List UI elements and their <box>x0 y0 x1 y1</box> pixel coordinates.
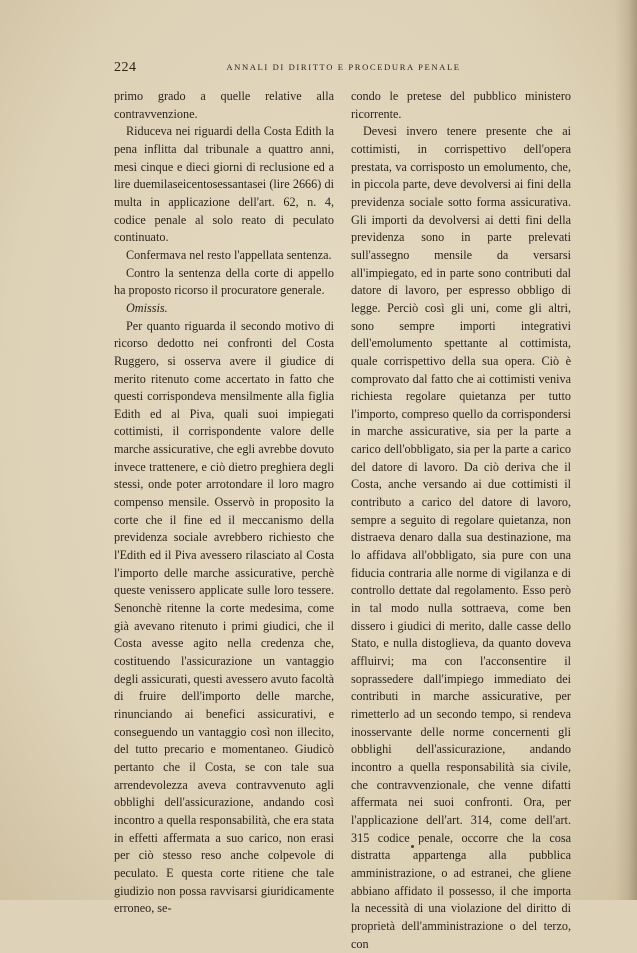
paragraph: Riduceva nei riguardi della Costa Edith la pena inflitta dal tribunale a quattro anni, mesi cinque e dieci giorni di reclusione ed a lire duemilaseicentosessantasei (lire 2666) di multa in applicazione dell'art. 62, n. 4, codice penale al solo reato di peculato continuato. <box>114 124 334 245</box>
ink-speck <box>411 845 414 848</box>
paragraph: Confermava nel resto l'appellata sentenza. <box>126 247 332 262</box>
right-column <box>351 88 571 953</box>
page-number: 224 <box>114 60 137 75</box>
left-column <box>114 88 334 918</box>
paragraph: Devesi invero tenere presente che ai cottimisti, in corrispettivo dell'opera prestata, va corrisposto un emolumento, che, in piccola parte, deve devolversi ai fini della previdenza sociale sotto forma assicurativa. Gli importi da devolversi ai detti fini della previdenza sono in parte prelevati sull'assegno mensile da versarsi all'impiegato, ed in parte sono contributi dal datore di lavoro, per espresso obbligo di legge. Perciò così gli uni, come gli altri, sono sempre importi integrativi dell'emolumento spettante al cottimista, quale corrispettivo della sua opera. Ciò è comprovato dal fatto che ai cottimisti veniva richiesta regolare quietanza per tutto l'importo, compreso quello da corrispondersi in marche assicurative, sia per la parte a carico dell'obbligato, sia per la parte a carico del datore di lavoro. Da ciò deriva che il Costa, anche versando ai due cottimisti il contributo a carico del datore di lavoro, sempre a seguito di regolare quietanza, non distraeva denaro dalla sua destinazione, ma lo affidava all'obbligato, sia pure con una fiducia contraria alle norme di vigilanza e di controllo dettate dal regolamento. Esso però in tal modo nulla sottraeva, come ben dissero i giudici di merito, dalle casse dello Stato, e nulla distoglieva, da quanto doveva affluirvi; ma con l'acconsentire il soprassedere dall'impiego immediato dei contributi in marche assicurative, per rimetterlo ad un secondo tempo, si rendeva inosservante delle norme concernenti gli obblighi dell'assicurazione, andando incontro a quella responsabilità sia civile, che contravvenzionale, che venne difatti affermata nei suoi confronti. Ora, per l'applicazione dell'art. 314, come dell'art. 315 codice penale, occorre che la cosa distratta appartenga alla pubblica amministrazione, o ad estranei, che gliene abbiano affidato il possesso, il che importa la necessità di una violazione del diritto di proprietà dell'amministrazione o del terzo, con <box>351 124 571 951</box>
running-head: ANNALI DI DIRITTO E PROCEDURA PENALE <box>226 62 461 72</box>
paragraph: primo grado a quelle relative alla contravvenzione. <box>114 89 334 121</box>
paragraph: Contro la sentenza della corte di appello ha proposto ricorso il procuratore generale. <box>114 265 334 298</box>
omissis-note: Omissis. <box>126 300 168 315</box>
paragraph: Per quanto riguarda il secondo motivo di ricorso dedotto nei confronti del Costa Ruggero, si osserva avere il giudice di merito ritenuto come accertato in fatto che questi corrispondeva mensilmente alla figlia Edith ed al Piva, quali suoi impiegati cottimisti, il corrispondente valore delle marche assicurative, che egli avrebbe dovuto invece trattenere, e ciò dietro preghiera degli stessi, onde poter arrotondare il loro magro compenso mensile. Osservò in proposito la corte che il fine ed il meccanismo della previdenza sociale avrebbero richiesto che l'Edith ed il Piva avessero rilasciato al Costa l'importo delle marche assicurative, perchè queste venissero applicate sulle loro tessere. Senonchè ritenne la corte medesima, come già avevano ritenuto i primi giudici, che il Costa avesse agito nella credenza che, costituendo l'assicurazione un vantaggio degli assicurati, questi avessero avuto facoltà di fruire dell'importo delle marche, rinunciando ai benefici assicurativi, e conseguendo un vantaggio così non illecito, del tutto precario e momentaneo. Giudicò pertanto che il Costa, se con tale sua arrendevolezza aveva contravvenuto agli obblighi dell'assicurazione, andando così incontro a quella responsabilità, che era stata in effetti affermata a suo carico, non erasi per ciò stesso reso anche colpevole di peculato. E questa corte ritiene che tale giudizio non possa ravvisarsi giuridicamente erroneo, se- <box>114 318 334 916</box>
page-header <box>114 60 573 76</box>
paragraph: condo le pretese del pubblico ministero ricorrente. <box>351 89 571 121</box>
page-edge-shadow <box>615 0 637 900</box>
